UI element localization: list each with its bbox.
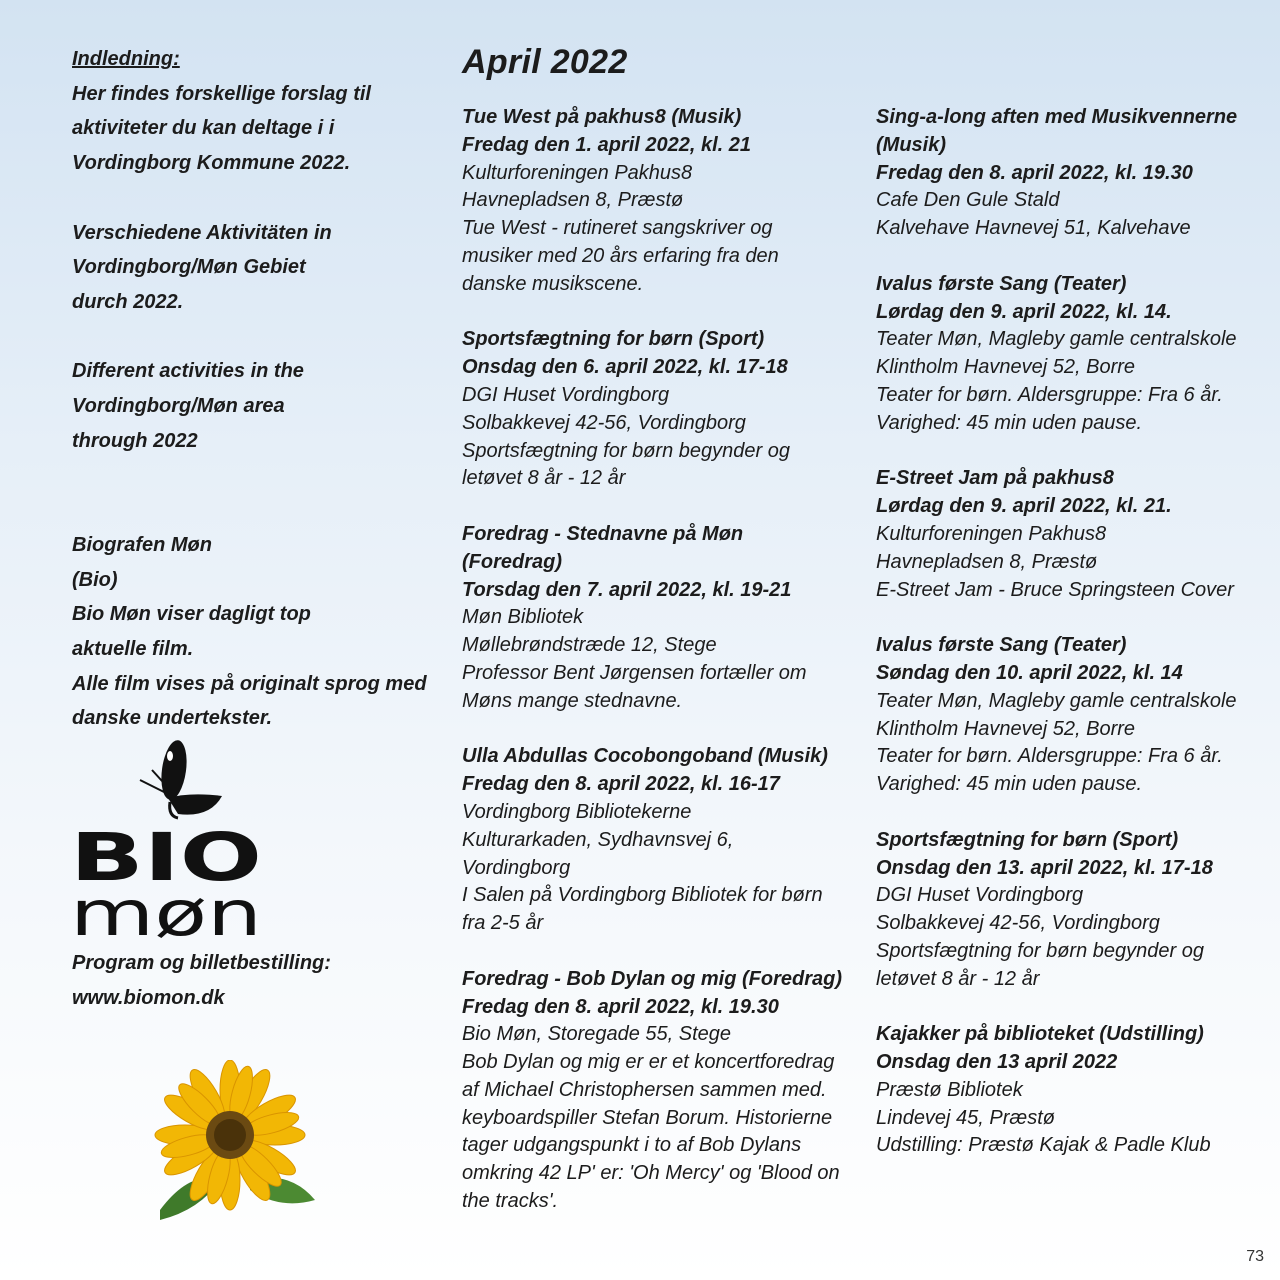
event-detail: Præstø Bibliotek — [876, 1078, 1023, 1101]
event-entry — [462, 326, 842, 493]
events-column-1 — [462, 42, 842, 1244]
sunflower-image — [140, 1060, 320, 1230]
event-date: Torsdag den 7. april 2022, kl. 19-21 — [462, 578, 792, 601]
event-date: Søndag den 10. april 2022, kl. 14 — [876, 661, 1183, 684]
event-detail: Solbakkevej 42-56, Vordingborg — [876, 912, 1160, 935]
event-detail: Varighed: 45 min uden pause. — [876, 773, 1143, 796]
event-detail: Teater Møn, Magleby gamle centralskole — [876, 689, 1237, 712]
bio-line: danske undertekster. — [72, 707, 273, 730]
event-detail: Teater for børn. Aldersgruppe: Fra 6 år. — [876, 745, 1223, 768]
program-label: Program og billetbestilling: — [72, 952, 331, 974]
month-heading: April 2022 — [462, 43, 628, 81]
event-detail: DGI Huset Vordingborg — [876, 884, 1084, 907]
event-title: Ulla Abdullas Cocobongoband (Musik) — [462, 745, 828, 768]
event-title: Ivalus første Sang (Teater) — [876, 634, 1127, 657]
bio-line: Bio Møn viser dagligt top — [72, 603, 311, 626]
event-detail: Sportsfægtning for børn begynder og — [876, 939, 1204, 962]
event-date: Onsdag den 6. april 2022, kl. 17-18 — [462, 356, 788, 379]
event-detail: Havnepladsen 8, Præstø — [462, 189, 684, 212]
logo-word-bio: BIO — [70, 819, 262, 896]
website-link[interactable]: www.biomon.dk — [72, 986, 225, 1009]
event-detail: Klintholm Havnevej 52, Borre — [876, 717, 1136, 740]
bio-mon-logo — [70, 740, 270, 940]
event-detail: Bio Møn, Storegade 55, Stege — [462, 1023, 732, 1046]
event-detail: letøvet 8 år - 12 år — [876, 967, 1040, 990]
event-title: Sportsfægtning for børn (Sport) — [876, 828, 1179, 851]
event-detail: Vordingborg — [462, 856, 571, 879]
event-detail: E-Street Jam - Bruce Springsteen Cover — [876, 578, 1234, 601]
event-detail: Tue West - rutineret sangskriver og — [462, 217, 773, 240]
event-date: Lørdag den 9. april 2022, kl. 14. — [876, 300, 1172, 323]
event-detail: Kulturforeningen Pakhus8 — [462, 161, 693, 184]
intro-line: Vordingborg Kommune 2022. — [72, 152, 351, 175]
event-detail: Bob Dylan og mig er er et koncertforedrag — [462, 1051, 835, 1074]
event-detail: Vordingborg Bibliotekerne — [462, 800, 692, 823]
event-detail: danske musikscene. — [462, 272, 644, 295]
intro-text-de — [72, 216, 432, 320]
event-detail: Solbakkevej 42-56, Vordingborg — [462, 411, 746, 434]
event-entry — [876, 827, 1256, 994]
intro-text-da — [72, 77, 432, 181]
intro-line: Vordingborg/Møn Gebiet — [72, 256, 306, 279]
event-detail: Kulturforeningen Pakhus8 — [876, 522, 1107, 545]
bio-description — [72, 528, 432, 736]
intro-line: Vordingborg/Møn area — [72, 395, 285, 417]
bio-line: (Bio) — [72, 568, 118, 591]
event-date: Onsdag den 13. april 2022, kl. 17-18 — [876, 856, 1213, 879]
event-date: Fredag den 8. april 2022, kl. 16-17 — [462, 773, 780, 796]
event-entry — [876, 465, 1256, 604]
event-title: (Musik) — [876, 133, 946, 156]
event-date: Fredag den 8. april 2022, kl. 19.30 — [876, 161, 1193, 184]
event-detail: Professor Bent Jørgensen fortæller om — [462, 661, 807, 684]
event-detail: keyboardspiller Stefan Borum. Historierne — [462, 1106, 833, 1129]
event-entry — [876, 1021, 1256, 1160]
event-title: Ivalus første Sang (Teater) — [876, 272, 1127, 295]
event-detail: Klintholm Havnevej 52, Borre — [876, 356, 1136, 379]
intro-heading: Indledning: — [72, 48, 180, 70]
intro-line: through 2022 — [72, 429, 198, 452]
event-title: Kajakker på biblioteket (Udstilling) — [876, 1023, 1204, 1046]
event-title: E-Street Jam på pakhus8 — [876, 467, 1114, 490]
event-date: Fredag den 8. april 2022, kl. 19.30 — [462, 995, 779, 1018]
event-list — [876, 104, 1256, 1160]
event-detail: Sportsfægtning for børn begynder og — [462, 439, 790, 462]
event-detail: Lindevej 45, Præstø — [876, 1106, 1055, 1129]
event-list — [462, 104, 842, 1216]
event-date: Onsdag den 13 april 2022 — [876, 1051, 1118, 1074]
event-title: (Foredrag) — [462, 550, 562, 573]
event-entry — [462, 966, 842, 1216]
page-number: 73 — [1246, 1248, 1264, 1265]
event-detail: Kulturarkaden, Sydhavnsvej 6, — [462, 828, 734, 851]
intro-line: Different activities in the — [72, 360, 304, 383]
event-entry — [462, 104, 842, 299]
event-detail: Møllebrøndstræde 12, Stege — [462, 634, 717, 657]
bio-line: Biografen Møn — [72, 533, 212, 556]
event-entry — [876, 632, 1256, 799]
intro-line: Verschiedene Aktivitäten in — [72, 221, 332, 244]
event-detail: omkring 42 LP' er: 'Oh Mercy' og 'Blood on — [462, 1162, 840, 1185]
intro-column — [72, 42, 432, 736]
butterfly-icon — [140, 740, 222, 818]
event-detail: letøvet 8 år - 12 år — [462, 467, 626, 490]
event-detail: Havnepladsen 8, Præstø — [876, 550, 1098, 573]
event-date: Fredag den 1. april 2022, kl. 21 — [462, 133, 752, 156]
event-detail: Varighed: 45 min uden pause. — [876, 411, 1143, 434]
event-title: Tue West på pakhus8 (Musik) — [462, 106, 742, 128]
logo-word-mon: møn — [70, 877, 262, 940]
event-detail: Teater Møn, Magleby gamle centralskole — [876, 328, 1237, 351]
event-detail: DGI Huset Vordingborg — [462, 383, 670, 406]
event-detail: I Salen på Vordingborg Bibliotek for børn — [462, 884, 823, 907]
event-detail: Kalvehave Havnevej 51, Kalvehave — [876, 217, 1191, 240]
event-detail: Cafe Den Gule Stald — [876, 189, 1060, 212]
event-detail: af Michael Christophersen sammen med. — [462, 1078, 827, 1101]
bio-line: Alle film vises på originalt sprog med — [72, 672, 427, 695]
event-entry — [876, 271, 1256, 438]
event-detail: the tracks'. — [462, 1190, 559, 1213]
event-detail: Teater for børn. Aldersgruppe: Fra 6 år. — [876, 383, 1223, 406]
event-date: Lørdag den 9. april 2022, kl. 21. — [876, 495, 1172, 518]
event-entry — [462, 743, 842, 938]
event-entry — [876, 104, 1256, 243]
bio-line: aktuelle film. — [72, 637, 194, 660]
event-title: Foredrag - Bob Dylan og mig (Foredrag) — [462, 967, 843, 990]
intro-line: aktiviteter du kan deltage i i — [72, 117, 335, 140]
event-title: Foredrag - Stednavne på Møn — [462, 522, 744, 545]
intro-line: Her findes forskellige forslag til — [72, 82, 371, 105]
event-detail: Udstilling: Præstø Kajak & Padle Klub — [876, 1134, 1211, 1157]
program-info — [72, 946, 432, 1015]
event-detail: fra 2-5 år — [462, 912, 544, 935]
intro-line: durch 2022. — [72, 290, 184, 313]
event-entry — [462, 521, 842, 716]
intro-text-en — [72, 354, 432, 458]
event-detail: tager udgangspunkt i to af Bob Dylans — [462, 1134, 802, 1157]
event-title: Sportsfægtning for børn (Sport) — [462, 328, 765, 351]
event-title: Sing-a-long aften med Musikvennerne — [876, 106, 1238, 128]
event-detail: Møns mange stednavne. — [462, 689, 683, 712]
event-detail: Møn Bibliotek — [462, 606, 584, 629]
event-detail: musiker med 20 års erfaring fra den — [462, 244, 779, 267]
events-column-2 — [876, 104, 1256, 1188]
